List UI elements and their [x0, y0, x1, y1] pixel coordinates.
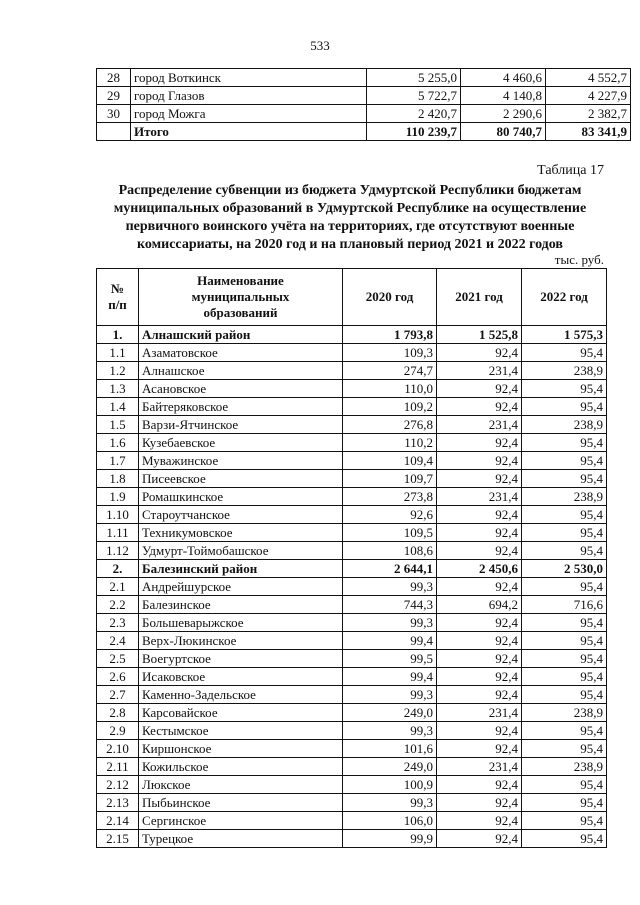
- table-caption: Таблица 17: [537, 163, 604, 178]
- value-2021: 92,4: [437, 776, 522, 794]
- value-2021: 92,4: [437, 686, 522, 704]
- row-number: 2.8: [97, 704, 139, 722]
- row-name: Итого: [131, 123, 367, 141]
- header-number-line2: п/п: [108, 297, 127, 312]
- row-number: 2.13: [97, 794, 139, 812]
- table-row: [97, 632, 607, 650]
- header-number-line1: №: [110, 281, 125, 296]
- value-2020: 249,0: [343, 758, 437, 776]
- value-2021: 92,4: [437, 650, 522, 668]
- row-name: Кожильское: [139, 758, 343, 776]
- row-number: 1.8: [97, 470, 139, 488]
- table-row: [97, 794, 607, 812]
- value-2022: 95,4: [522, 812, 607, 830]
- header-2021: 2021 год: [437, 269, 522, 326]
- value-2021: 92,4: [437, 542, 522, 560]
- value-2021: 4 460,6: [461, 69, 546, 87]
- row-name: Асановское: [139, 380, 343, 398]
- table-row: [97, 596, 607, 614]
- value-2020: 99,4: [343, 668, 437, 686]
- value-2022: 95,4: [522, 470, 607, 488]
- value-2020: 1 793,8: [343, 326, 437, 344]
- value-2020: 109,5: [343, 524, 437, 542]
- value-2021: 92,4: [437, 344, 522, 362]
- row-name: город Можга: [131, 105, 367, 123]
- value-2020: 110,2: [343, 434, 437, 452]
- row-name: Алнашское: [139, 362, 343, 380]
- value-2020: 99,3: [343, 578, 437, 596]
- value-2022: 95,4: [522, 722, 607, 740]
- row-number: 1.12: [97, 542, 139, 560]
- value-2022: 95,4: [522, 506, 607, 524]
- row-name: Кузебаевское: [139, 434, 343, 452]
- row-name: Сергинское: [139, 812, 343, 830]
- continuation-table: [96, 68, 631, 141]
- title-line: муниципальных образований в Удмуртской Республике на осуществление: [113, 201, 587, 216]
- table-row: [97, 668, 607, 686]
- value-2022: 238,9: [522, 758, 607, 776]
- value-2020: 249,0: [343, 704, 437, 722]
- value-2020: 100,9: [343, 776, 437, 794]
- value-2021: 231,4: [437, 704, 522, 722]
- value-2022: 238,9: [522, 416, 607, 434]
- row-name: Турецкое: [139, 830, 343, 848]
- value-2022: 238,9: [522, 362, 607, 380]
- value-2021: 1 525,8: [437, 326, 522, 344]
- row-name: Техникумовское: [139, 524, 343, 542]
- row-number: 1.4: [97, 398, 139, 416]
- table-row: [97, 776, 607, 794]
- table-row: [97, 344, 607, 362]
- value-2021: 2 450,6: [437, 560, 522, 578]
- table-header-row: [97, 269, 607, 326]
- value-2020: 5 722,7: [367, 87, 461, 105]
- value-2022: 95,4: [522, 542, 607, 560]
- table-row: [97, 758, 607, 776]
- value-2021: 92,4: [437, 524, 522, 542]
- row-number: 1.6: [97, 434, 139, 452]
- table-row: [97, 578, 607, 596]
- table-row: [97, 506, 607, 524]
- row-name: Андрейшурское: [139, 578, 343, 596]
- table-row: [97, 614, 607, 632]
- value-2021: 92,4: [437, 632, 522, 650]
- value-2021: 92,4: [437, 452, 522, 470]
- table-row: [97, 740, 607, 758]
- row-number: 1.: [97, 326, 139, 344]
- value-2020: 92,6: [343, 506, 437, 524]
- row-number: 1.1: [97, 344, 139, 362]
- value-2021: 80 740,7: [461, 123, 546, 141]
- row-name: Азаматовское: [139, 344, 343, 362]
- value-2020: 99,4: [343, 632, 437, 650]
- value-2021: 694,2: [437, 596, 522, 614]
- row-name: Байтеряковское: [139, 398, 343, 416]
- row-number: 2.5: [97, 650, 139, 668]
- table-row: [97, 650, 607, 668]
- table-title: [90, 182, 610, 254]
- value-2022: 95,4: [522, 380, 607, 398]
- row-name: Балезинское: [139, 596, 343, 614]
- row-number: 1.11: [97, 524, 139, 542]
- row-name: Муважинское: [139, 452, 343, 470]
- title-line: первичного воинского учёта на территориях, где отсутствуют военные: [125, 219, 575, 234]
- value-2021: 4 140,8: [461, 87, 546, 105]
- row-number: 2.15: [97, 830, 139, 848]
- row-name: Кестымское: [139, 722, 343, 740]
- table-row: [97, 398, 607, 416]
- value-2022: 95,4: [522, 830, 607, 848]
- value-2022: 95,4: [522, 524, 607, 542]
- value-2022: 95,4: [522, 794, 607, 812]
- table-row: [97, 380, 607, 398]
- row-number: 2.1: [97, 578, 139, 596]
- value-2022: 95,4: [522, 668, 607, 686]
- row-number: 2.14: [97, 812, 139, 830]
- value-2020: 274,7: [343, 362, 437, 380]
- value-2020: 2 644,1: [343, 560, 437, 578]
- value-2022: 4 227,9: [546, 87, 631, 105]
- row-number: 28: [97, 69, 131, 87]
- header-2022: 2022 год: [522, 269, 607, 326]
- row-number: 2.10: [97, 740, 139, 758]
- table-row: [97, 416, 607, 434]
- value-2021: 2 290,6: [461, 105, 546, 123]
- value-2021: 92,4: [437, 398, 522, 416]
- row-name: Пыбьинское: [139, 794, 343, 812]
- row-number: 1.2: [97, 362, 139, 380]
- value-2021: 92,4: [437, 506, 522, 524]
- row-name: Балезинский район: [139, 560, 343, 578]
- value-2020: 99,3: [343, 614, 437, 632]
- table-row: [97, 542, 607, 560]
- value-2022: 1 575,3: [522, 326, 607, 344]
- table-row: [97, 123, 631, 141]
- value-2020: 99,9: [343, 830, 437, 848]
- row-name: Удмурт-Тоймобашское: [139, 542, 343, 560]
- value-2022: 95,4: [522, 452, 607, 470]
- row-number: 29: [97, 87, 131, 105]
- row-name: Исаковское: [139, 668, 343, 686]
- row-number: 2.4: [97, 632, 139, 650]
- subvention-table: [96, 268, 607, 848]
- value-2020: 99,3: [343, 794, 437, 812]
- table-row: [97, 326, 607, 344]
- row-number: 2.2: [97, 596, 139, 614]
- units-label: тыс. руб.: [554, 252, 604, 267]
- table-row: [97, 488, 607, 506]
- value-2020: 101,6: [343, 740, 437, 758]
- value-2021: 231,4: [437, 488, 522, 506]
- row-number: 1.9: [97, 488, 139, 506]
- value-2022: 95,4: [522, 632, 607, 650]
- row-name: Люкское: [139, 776, 343, 794]
- row-number: 2.9: [97, 722, 139, 740]
- value-2022: 238,9: [522, 704, 607, 722]
- row-number: 1.3: [97, 380, 139, 398]
- value-2022: 95,4: [522, 740, 607, 758]
- value-2022: 2 382,7: [546, 105, 631, 123]
- value-2020: 110,0: [343, 380, 437, 398]
- row-number: 2.12: [97, 776, 139, 794]
- row-name: Каменно-Задельское: [139, 686, 343, 704]
- value-2021: 92,4: [437, 812, 522, 830]
- value-2020: 108,6: [343, 542, 437, 560]
- table-row: [97, 434, 607, 452]
- row-name: город Глазов: [131, 87, 367, 105]
- row-number: 2.6: [97, 668, 139, 686]
- value-2022: 95,4: [522, 398, 607, 416]
- row-number: 1.7: [97, 452, 139, 470]
- value-2020: 99,3: [343, 686, 437, 704]
- table-row: [97, 812, 607, 830]
- value-2021: 92,4: [437, 830, 522, 848]
- title-line: Распределение субвенции из бюджета Удмуртской Республики бюджетам: [118, 183, 582, 198]
- value-2020: 109,4: [343, 452, 437, 470]
- value-2021: 92,4: [437, 434, 522, 452]
- value-2021: 92,4: [437, 614, 522, 632]
- table-row: [97, 722, 607, 740]
- value-2021: 231,4: [437, 758, 522, 776]
- value-2022: 95,4: [522, 686, 607, 704]
- value-2022: 2 530,0: [522, 560, 607, 578]
- value-2022: 95,4: [522, 344, 607, 362]
- table-row: [97, 470, 607, 488]
- row-name: Большеварыжское: [139, 614, 343, 632]
- title-line: комиссариаты, на 2020 год и на плановый период 2021 и 2022 годов: [137, 237, 563, 252]
- table-row: [97, 69, 631, 87]
- value-2020: 99,5: [343, 650, 437, 668]
- value-2021: 92,4: [437, 794, 522, 812]
- row-number: 1.5: [97, 416, 139, 434]
- row-name: Верх-Люкинское: [139, 632, 343, 650]
- table-row: [97, 105, 631, 123]
- table-row: [97, 87, 631, 105]
- value-2020: 109,2: [343, 398, 437, 416]
- row-name: Киршонское: [139, 740, 343, 758]
- value-2022: 95,4: [522, 614, 607, 632]
- row-name: Писеевское: [139, 470, 343, 488]
- row-name: город Воткинск: [131, 69, 367, 87]
- table-row: [97, 452, 607, 470]
- row-name: Алнашский район: [139, 326, 343, 344]
- value-2020: 109,3: [343, 344, 437, 362]
- table-row: [97, 704, 607, 722]
- row-name: Карсовайское: [139, 704, 343, 722]
- value-2020: 273,8: [343, 488, 437, 506]
- row-number: 2.3: [97, 614, 139, 632]
- table-row: [97, 830, 607, 848]
- value-2022: 95,4: [522, 776, 607, 794]
- page-number: 533: [310, 38, 330, 53]
- value-2020: 2 420,7: [367, 105, 461, 123]
- header-name-line1: Наименование: [197, 273, 284, 288]
- value-2020: 99,3: [343, 722, 437, 740]
- header-name-line3: образований: [203, 305, 278, 320]
- row-number: 30: [97, 105, 131, 123]
- row-number: 2.7: [97, 686, 139, 704]
- row-name: Воегуртское: [139, 650, 343, 668]
- value-2020: 276,8: [343, 416, 437, 434]
- value-2020: 5 255,0: [367, 69, 461, 87]
- value-2022: 4 552,7: [546, 69, 631, 87]
- header-2020: 2020 год: [343, 269, 437, 326]
- table-row: [97, 560, 607, 578]
- value-2020: 110 239,7: [367, 123, 461, 141]
- value-2022: 95,4: [522, 434, 607, 452]
- row-number: 2.11: [97, 758, 139, 776]
- value-2022: 95,4: [522, 650, 607, 668]
- value-2022: 238,9: [522, 488, 607, 506]
- subvention-table-body: [97, 326, 607, 848]
- row-name: Ромашкинское: [139, 488, 343, 506]
- table-row: [97, 362, 607, 380]
- value-2021: 92,4: [437, 668, 522, 686]
- table-row: [97, 524, 607, 542]
- value-2021: 231,4: [437, 362, 522, 380]
- value-2022: 95,4: [522, 578, 607, 596]
- row-name: Варзи-Ятчинское: [139, 416, 343, 434]
- value-2020: 744,3: [343, 596, 437, 614]
- value-2021: 92,4: [437, 722, 522, 740]
- header-number: [97, 269, 139, 326]
- value-2020: 109,7: [343, 470, 437, 488]
- row-number: 2.: [97, 560, 139, 578]
- value-2021: 231,4: [437, 416, 522, 434]
- value-2021: 92,4: [437, 740, 522, 758]
- header-name-line2: муниципальных: [191, 289, 290, 304]
- table-row: [97, 686, 607, 704]
- value-2021: 92,4: [437, 578, 522, 596]
- value-2021: 92,4: [437, 470, 522, 488]
- value-2022: 83 341,9: [546, 123, 631, 141]
- row-number: [97, 123, 131, 141]
- value-2022: 716,6: [522, 596, 607, 614]
- value-2020: 106,0: [343, 812, 437, 830]
- value-2021: 92,4: [437, 380, 522, 398]
- header-name: [139, 269, 343, 326]
- row-number: 1.10: [97, 506, 139, 524]
- row-name: Староутчанское: [139, 506, 343, 524]
- continuation-table-body: [97, 69, 631, 141]
